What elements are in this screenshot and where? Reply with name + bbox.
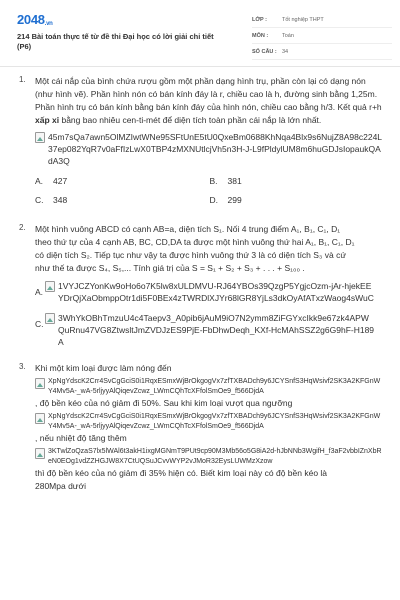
broken-image-icon (35, 378, 45, 389)
document-meta (252, 12, 392, 60)
question-text: , nếu nhiệt độ tăng thêm (35, 433, 127, 443)
question-text-line: như thế ta được S₄, S₅,... Tính giá trị của S = S₁ + S₂ + S₃ + . . . + S₁₀₀ . (35, 263, 305, 273)
meta-row-subject: MÔN : Toán (252, 28, 392, 44)
question-text-line: có diện tích S₂. Tiếp tục như vậy ta được hình vuông thứ 3 là có diện tích S₃ và cứ (35, 250, 347, 260)
document-header (0, 0, 400, 67)
question-text: Một cái nắp của bình chứa rượu gồm một phần dạng hình trụ, phần còn lại có dạng nón (như hình vẽ). Phần hình nón có bán kính đáy là r, chiều cao là h, đường sinh bằng 1,25m. Phần hình trụ có bán kính bằng bán kính đáy của hình nón, chiều cao bằng h/3. Kết quả r+h xấp xỉ bằng bao nhiêu cen-ti-mét để diện tích toàn phần cái nắp là lớn nhất. (35, 76, 382, 125)
question-1 (0, 75, 400, 205)
broken-image-icon (45, 313, 55, 324)
broken-image-icon (35, 132, 45, 143)
question-image: 45m7sQa7awn5OlMZIwtWNe95SFtUnE5tU0QxeBm0688KhNqa4Blx9s6NujZ8A98c224L37ep082YqR7v0aFfIzLwX0TBP4zMXNUtlcjVh5n3H-J-L9fPldylUM8m6huGDJsIopaukQAdA3Q (35, 131, 384, 167)
broken-image-icon (45, 281, 55, 292)
document-title: 214 Bài toán thực tế từ đề thi Đại học có lời giải chi tiết (P6) (17, 32, 214, 51)
site-logo[interactable]: 2048.vn (17, 12, 53, 27)
question-image: XpNgYdscK2Crr4SvCgGciS0i1RqxESmxWjBrOkgogVx7zfTXBADch9y6JCYSnfS3HqWsivf2SK3A2KFGnWY4Mv5A-_wA-5rljyyAlQiqevZcwz_LWmCQhTcXFfolSmOe9_f566DjdA (35, 412, 384, 432)
question-2 (0, 223, 400, 348)
question-3 (0, 362, 400, 493)
meta-row-count: SỐ CÂU : 34 (252, 44, 392, 60)
answer-options (35, 176, 384, 205)
option-a[interactable]: A. 427 (35, 176, 68, 186)
option-d[interactable]: D. 299 (209, 195, 242, 205)
question-image: XpNgYdscK2Crr4SvCgGciS0i1RqxESmxWjBrOkgogVx7zfTXBADch9y6JCYSnfS3HqWsivf2SK3A2KFGnWY4Mv5A-_wA-5rljyyAlQiqevZcwz_LWmCQhTcXFfolSmOe9_f566DjdA (35, 377, 384, 397)
broken-image-icon (35, 448, 45, 459)
option-c[interactable]: C. 348 (35, 195, 68, 205)
question-number: 2. (19, 223, 26, 232)
question-image: 3KTwlZoQzaS7lx5lWAl6t3akH1ixgMGNmT9PUt9cp90M3Mb56o5G8iA2d-hJbNNb3WgifH_f3aF2vbbIZnXbReN0EOg1vdZZHGJW8X7CtUQSuJCvvWYP2vJMoR32EysLUWMzXzow (35, 447, 384, 467)
question-number: 3. (19, 362, 26, 371)
broken-image-icon (35, 413, 45, 424)
question-text-line: theo thứ tự của 4 cạnh AB, BC, CD,DA ta được một hình vuông thứ hai A₁, B₁, C₁, D₁ (35, 237, 355, 247)
question-number: 1. (19, 75, 26, 84)
option-image: 1VYJCZYonKw9oHo6o7K5lw8xULDMVU-RJ64YBOs39QzgP5YgjcOzm-jAr-hjekEEYDrQjXaObmppOtr1di5F0BEx4zTWRDlXJYr68lGR8YjLs3dkOyAfATxzWaog4sWuC (45, 280, 375, 304)
option-image: 3WhYkOBhTmzuU4c4Taepv3_A0pib6jAuM9iO7N2ymm8ZiFGYxcIkk9e67zk4APWQuRnu47VG8ZtwsltJmZVDJzES9PjE-FbDhwDeqh_KXf-HcMAhSSZ2g6G9hF-H189A (45, 312, 375, 348)
meta-row-class: LỚP : Tốt nghiệp THPT (252, 12, 392, 28)
option-b[interactable]: B. 381 (209, 176, 242, 186)
question-text-line: Một hình vuông ABCD có cạnh AB=a, diện tích S₁. Nối 4 trung điểm A₁, B₁, C₁, D₁ (35, 224, 341, 234)
option-a[interactable]: A. 1VYJCZYonKw9oHo6o7K5lw8xULDMVU-RJ64YBOs39QzgP5YgjcOzm-jAr-hjekEEYDrQjXaObmppOtr1di5F0BEx4zTWRDlXJYr68lGR8YjLs3dkOyAfATxzWaog4sWuC (35, 281, 374, 303)
question-text: thì độ bền kéo của nó giảm đi 35% hiện có. Biết kim loại này có độ bền kéo là (35, 468, 328, 478)
option-c[interactable]: C. 3WhYkOBhTmzuU4c4Taepv3_A0pib6jAuM9iO7N2ymm8ZiFGYxcIkk9e67zk4APWQuRnu47VG8ZtwsltJmZVDJzES9PjE-FbDhwDeqh_KXf-HcMAhSSZ2g6G9hF-H189A (35, 313, 375, 347)
question-text: , độ bền kéo của nó giảm đi 50%. Sau khi kim loại vượt qua ngưỡng (35, 398, 293, 408)
question-text: 280Mpa dưới (35, 481, 86, 491)
question-text: Khi một kim loại được làm nóng đến (35, 363, 172, 373)
question-list (0, 75, 400, 493)
